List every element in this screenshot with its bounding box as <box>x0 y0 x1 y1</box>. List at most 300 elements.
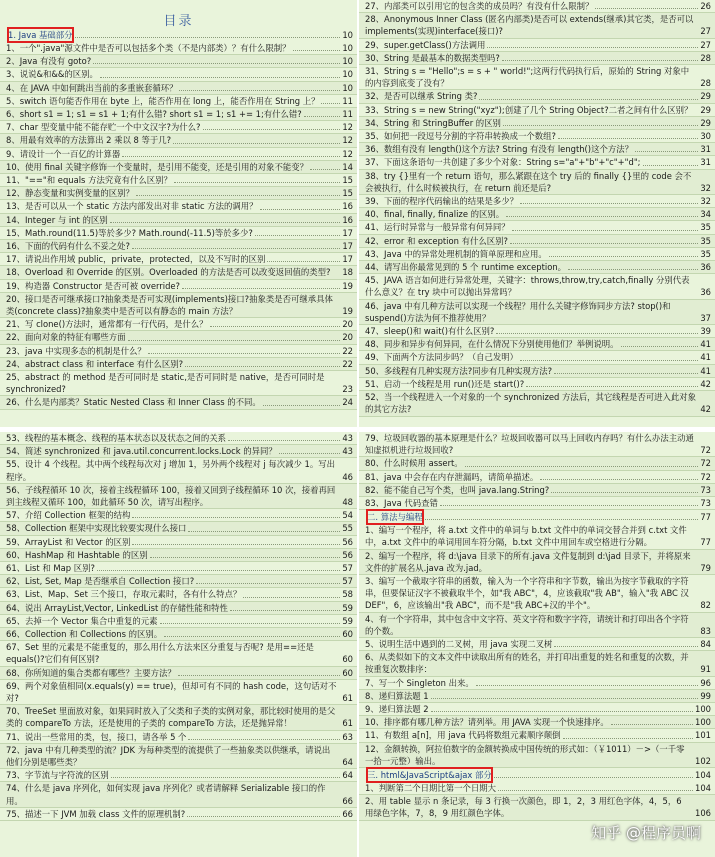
entry-title: 82、能不能自己写个类，也叫 java.lang.String? <box>365 484 550 495</box>
leader-dots <box>128 340 341 341</box>
leader-dots <box>100 77 340 78</box>
toc-entry[interactable] <box>0 214 357 227</box>
page-number: 61 <box>342 718 353 729</box>
toc-entry[interactable] <box>0 667 357 680</box>
toc-entry[interactable] <box>359 221 715 234</box>
toc-entry[interactable] <box>359 39 715 52</box>
toc-entry[interactable] <box>359 471 715 484</box>
entry-title: 52、当一个线程进入一个对象的一个 synchronized 方法后，其它线程是否可进入此对象的其它方法? <box>365 392 697 415</box>
toc-entry[interactable] <box>0 371 357 396</box>
entry-title: 2、用 table 显示 n 条记录，每 3 行换一次颜色，即 1，2，3 用红色字体，4，5，6 用绿色字体，7，8，9 用红颜色字体。 <box>365 796 682 819</box>
toc-entry[interactable] <box>0 615 357 628</box>
entry-title: 69、两个对象值相同(x.equals(y) == true)，但却可有不同的 hash code，这句话对不对? <box>6 680 337 704</box>
page-number: 32 <box>700 182 711 193</box>
entry-title: 48、同步和异步有何异同，在什么情况下分别使用他们？举例说明。 <box>365 339 619 350</box>
leader-dots <box>97 570 340 571</box>
leader-dots <box>431 711 693 712</box>
toc-entry[interactable] <box>0 148 357 161</box>
page-number: 77 <box>700 512 711 523</box>
entry-title: 47、sleep()和 wait()有什么区别? <box>365 326 495 337</box>
leader-dots <box>210 326 341 327</box>
page-number: 10 <box>342 43 353 53</box>
toc-entry[interactable] <box>0 280 357 293</box>
entry-title: 18、Overload 和 Override 的区别。Overloaded 的方法是否可以改变返回值的类型? <box>6 267 331 278</box>
page-number: 12 <box>342 135 353 146</box>
toc-entry[interactable] <box>359 117 715 130</box>
page-number: 32 <box>700 196 711 207</box>
page-number: 26 <box>700 1 711 11</box>
entry-title: 83、Java 代码查错 <box>365 498 438 509</box>
leader-dots <box>549 256 699 257</box>
entry-title: 5、说明生活中遇到的二叉树，用 java 实现二叉树 <box>365 639 553 650</box>
toc-entry[interactable] <box>0 602 357 615</box>
toc-entry[interactable] <box>0 174 357 187</box>
entry-title: 17、请说出作用域 public，private，protected，以及不写时的区别 <box>6 254 266 265</box>
entry-title: 2、编写一个程序，将 d:\java 目录下的所有.java 文件复制到 d:\jad 目录下，并将原来文件的扩展名从.java 改为.jad。 <box>365 550 691 573</box>
entry-title: 68、你所知道的集合类都有哪些？主要方法？ <box>6 667 176 678</box>
page-number: 72 <box>700 458 711 469</box>
section-algorithms[interactable] <box>359 510 715 524</box>
leader-dots <box>512 230 699 231</box>
page-number: 83 <box>700 625 711 636</box>
entry-title: 44、请写出你最常见到的 5 个 runtime exception。 <box>365 262 567 273</box>
page-number: 72 <box>700 445 711 456</box>
page-number: 99 <box>700 690 711 701</box>
toc-entry[interactable] <box>359 457 715 470</box>
entry-title: 24、abstract class 和 interface 有什么区别? <box>6 358 184 369</box>
leader-dots <box>111 777 341 778</box>
page-number: 29 <box>700 91 711 102</box>
entry-title: 7、char 型变量中能不能存贮一个中文汉字?为什么? <box>6 122 201 133</box>
toc-entry[interactable] <box>0 68 357 81</box>
page-number: 35 <box>700 222 711 233</box>
toc-entry[interactable] <box>0 253 357 266</box>
toc-entry[interactable] <box>359 90 715 103</box>
page-number: 10 <box>342 69 353 80</box>
toc-entry[interactable] <box>359 195 715 208</box>
page-number: 17 <box>342 227 353 238</box>
page-number: 66 <box>342 808 353 819</box>
leader-dots <box>558 138 698 139</box>
page-number: 16 <box>342 214 353 225</box>
leader-dots <box>503 125 698 126</box>
entry-title: 10、排序都有哪几种方法？请列举。用 JAVA 实现一个快速排序。 <box>365 717 609 728</box>
toc-entry[interactable] <box>359 365 715 378</box>
toc-entry[interactable] <box>0 121 357 134</box>
page-number: 101 <box>695 730 711 741</box>
toc-entry[interactable] <box>0 55 357 68</box>
page-number: 17 <box>342 241 353 252</box>
page-number: 28 <box>700 78 711 89</box>
toc-entry[interactable] <box>359 690 715 703</box>
toc-entry[interactable] <box>359 432 715 457</box>
toc-entry[interactable] <box>0 200 357 213</box>
leader-dots <box>279 453 341 454</box>
leader-dots <box>132 248 340 249</box>
entry-title: 71、说出一些常用的类，包，接口，请各举 5 个 <box>6 731 187 742</box>
section-java-basics[interactable] <box>0 28 357 42</box>
toc-entry[interactable] <box>0 266 357 279</box>
page-number: 19 <box>342 280 353 291</box>
toc-entry[interactable] <box>0 134 357 147</box>
entry-title: 36、数组有没有 length()这个方法? String 有没有 length()这个方法？ <box>365 144 633 155</box>
entry-title: 19、构造器 Constructor 是否可被 override? <box>6 280 180 291</box>
toc-entry[interactable] <box>0 705 357 730</box>
leader-dots <box>643 165 699 166</box>
toc-entry[interactable] <box>359 550 715 575</box>
leader-dots <box>187 816 340 817</box>
leader-dots <box>75 28 341 38</box>
leader-dots <box>551 492 698 493</box>
entry-title: 60、HashMap 和 Hashtable 的区别 <box>6 549 148 560</box>
entry-title: 61、List 和 Map 区别? <box>6 563 95 574</box>
entry-title: 65、去掉一个 Vector 集合中重复的元素 <box>6 615 158 626</box>
entry-title: 49、下面两个方法同步吗？（自己发明） <box>365 352 519 363</box>
entry-title: 20、接口是否可继承接口?抽象类是否可实现(implements)接口?抽象类是否可继承具体类(concrete class)?抽象类中是否可以有静态的 main 方法？ <box>6 293 333 317</box>
page-number: 41 <box>700 339 711 350</box>
leader-dots <box>526 386 698 387</box>
page-number: 10 <box>342 30 353 40</box>
entry-title: 73、字节流与字符流的区别 <box>6 770 109 781</box>
toc-entry[interactable] <box>0 522 357 535</box>
entry-title: 7、写一个 Singleton 出来。 <box>365 677 474 688</box>
toc-entry[interactable] <box>359 743 715 768</box>
entry-title: 43、Java 中的异常处理机制的简单原理和应用。 <box>365 248 547 259</box>
entry-title: 58、Collection 框架中实现比较要实现什么接口 <box>6 523 187 534</box>
toc-entry[interactable] <box>0 318 357 331</box>
toc-entry[interactable] <box>359 638 715 651</box>
toc-entry[interactable] <box>359 261 715 274</box>
toc-entry[interactable] <box>359 378 715 391</box>
toc-entry[interactable] <box>0 769 357 782</box>
toc-entry[interactable] <box>359 651 715 676</box>
toc-entry[interactable] <box>0 42 357 55</box>
entry-title: 31、String s = "Hello";s = s + " world!";这两行代码执行后，原始的 String 对象中的内容到底变了没有？ <box>365 66 690 89</box>
leader-dots <box>263 405 341 406</box>
page-number: 43 <box>342 433 353 443</box>
toc-entry[interactable] <box>359 524 715 549</box>
toc-entry[interactable] <box>0 331 357 344</box>
leader-dots <box>635 151 698 152</box>
toc-entry[interactable] <box>0 227 357 240</box>
toc-page-3 <box>0 432 357 857</box>
toc-entry[interactable] <box>0 345 357 358</box>
page-number: 59 <box>342 615 353 626</box>
entry-title: 3、编写一个截取字符串的函数，输入为一个字符串和字节数，输出为按字节截取的字符串，但要保证汉字不被截取半个，如"我 ABC"，4，应该截取"我 AB"，输入"我 ABC 汉 DEF"，6，应该输出"我 ABC"，而不是"我 ABC+汉的半个"。 <box>365 576 689 611</box>
toc-entry[interactable] <box>359 613 715 638</box>
toc-entry[interactable] <box>359 143 715 156</box>
leader-dots <box>321 103 340 104</box>
leader-dots <box>267 261 340 262</box>
entry-title: 42、error 和 exception 有什么区别? <box>365 235 508 246</box>
leader-dots <box>185 366 340 367</box>
toc-title: 目录 <box>163 14 194 29</box>
entry-title: 30、String 是最基本的数据类型吗? <box>365 52 500 63</box>
page-number: 63 <box>342 731 353 742</box>
toc-entry[interactable] <box>359 351 715 364</box>
leader-dots <box>174 182 341 183</box>
page-number: 57 <box>342 563 353 574</box>
toc-list <box>359 782 715 821</box>
page-number: 48 <box>342 497 353 508</box>
toc-entry[interactable] <box>0 432 357 445</box>
toc-list <box>359 524 715 768</box>
toc-entry[interactable] <box>359 130 715 143</box>
toc-entry[interactable] <box>0 458 357 483</box>
page-number: 42 <box>700 404 711 415</box>
leader-dots <box>310 169 340 170</box>
toc-entry[interactable] <box>359 300 715 325</box>
toc-entry[interactable] <box>359 716 715 729</box>
leader-dots <box>304 116 341 117</box>
page-number: 12 <box>342 148 353 159</box>
toc-entry[interactable] <box>0 240 357 253</box>
leader-dots <box>173 143 340 144</box>
entry-title: 16、下面的代码有什么不妥之处? <box>6 241 130 252</box>
toc-entry[interactable] <box>0 744 357 769</box>
entry-title: 10、使用 final 关键字修饰一个变量时，是引用不能变，还是引用的对象不能变？ <box>6 161 309 172</box>
page-number: 41 <box>700 365 711 376</box>
leader-dots <box>479 99 698 100</box>
page-number: 19 <box>342 306 353 317</box>
toc-entry[interactable] <box>0 293 357 318</box>
toc-entry[interactable] <box>0 575 357 588</box>
entry-title: 4、在 JAVA 中如何跳出当前的多重嵌套循环？ <box>6 82 178 93</box>
toc-entry[interactable] <box>359 0 715 13</box>
page-number: 59 <box>342 602 353 613</box>
toc-entry[interactable] <box>359 248 715 261</box>
entry-title: 63、List、Map、Set 三个接口，存取元素时，各有什么特点？ <box>6 589 242 600</box>
entry-title: 22、面向对象的特征有哪些方面 <box>6 332 126 343</box>
toc-entry[interactable] <box>0 731 357 744</box>
leader-dots <box>148 353 341 354</box>
page-number: 22 <box>342 345 353 356</box>
toc-entry[interactable] <box>359 484 715 497</box>
section-html-js-ajax[interactable] <box>359 768 715 782</box>
page-number: 104 <box>695 770 711 781</box>
leader-dots <box>178 675 341 676</box>
entry-title: 13、是否可以从一个 static 方法内部发出对非 static 方法的调用？ <box>6 201 258 212</box>
leader-dots <box>506 216 698 217</box>
toc-entry[interactable] <box>0 549 357 562</box>
toc-entry[interactable] <box>0 161 357 174</box>
leader-dots <box>132 544 340 545</box>
toc-entry[interactable] <box>0 187 357 200</box>
toc-entry[interactable] <box>0 509 357 522</box>
toc-entry[interactable] <box>359 497 715 510</box>
page-number: 41 <box>700 352 711 363</box>
entry-title: 51、启动一个线程是用 run()还是 start()? <box>365 378 525 389</box>
entry-title: 9、请设计一个一百亿的计算器 <box>6 148 121 159</box>
toc-entry[interactable] <box>0 628 357 641</box>
leader-dots <box>122 156 340 157</box>
page-number: 18 <box>342 267 353 278</box>
toc-entry[interactable] <box>0 445 357 458</box>
page-number: 60 <box>342 667 353 678</box>
entry-title: 79、垃圾回收器的基本原理是什么？垃圾回收器可以马上回收内存吗？有什么办法主动通知虚拟机进行垃圾回收? <box>365 433 694 456</box>
page-number: 28 <box>700 52 711 63</box>
entry-title: 55、设计 4 个线程。其中两个线程每次对 j 增加 1，另外两个线程对 j 每次减少 1。写出程序。 <box>6 459 335 482</box>
watermark: 知乎 @程序员啊 <box>591 824 701 842</box>
leader-dots <box>494 768 693 778</box>
toc-entry[interactable] <box>0 808 357 821</box>
entry-title: 15、Math.round(11.5)等於多少? Math.round(-11.5)等於多少? <box>6 227 253 238</box>
leader-dots <box>476 685 699 686</box>
leader-dots <box>188 531 340 532</box>
entry-title: 35、如何把一段逗号分割的字符串转换成一个数组? <box>365 131 556 142</box>
entry-title: 46、java 中有几种方法可以实现一个线程？用什么关键字修饰同步方法? stop()和 suspend()方法为何不推荐使用？ <box>365 300 671 323</box>
toc-entry[interactable] <box>0 95 357 108</box>
toc-entry[interactable] <box>359 65 715 90</box>
leader-dots <box>510 243 698 244</box>
entry-title: 40、final, finally, finalize 的区别。 <box>365 209 505 220</box>
toc-entry[interactable] <box>0 641 357 666</box>
leader-dots <box>179 90 340 91</box>
toc-entry[interactable] <box>0 396 357 409</box>
toc-page-2 <box>359 0 715 427</box>
leader-dots <box>196 583 340 584</box>
toc-entry[interactable] <box>359 235 715 248</box>
entry-title: 21、写 clone()方法时，通常都有一行代码，是什么？ <box>6 319 208 330</box>
leader-dots <box>520 360 698 361</box>
section-label: 二. 算法与编程 <box>367 512 423 523</box>
page-number: 55 <box>342 523 353 534</box>
page-number: 56 <box>342 549 353 560</box>
page-number: 79 <box>700 562 711 573</box>
page-number: 27 <box>700 26 711 37</box>
toc-entry[interactable] <box>359 274 715 299</box>
leader-dots <box>255 235 341 236</box>
page-number: 46 <box>342 471 353 482</box>
leader-dots <box>136 195 340 196</box>
leader-dots <box>260 209 341 210</box>
page-number: 37 <box>700 312 711 323</box>
entry-title: 2、Java 有没有 goto? <box>6 56 92 67</box>
leader-dots <box>93 63 340 64</box>
entry-title: 29、super.getClass()方法调用 <box>365 39 486 50</box>
page-number: 91 <box>700 664 711 675</box>
toc-entry[interactable] <box>0 536 357 549</box>
toc-entry[interactable] <box>359 575 715 613</box>
leader-dots <box>568 269 698 270</box>
entry-title: 32、是否可以继承 String 类? <box>365 91 478 102</box>
page-number: 11 <box>342 95 353 106</box>
page-number: 17 <box>342 254 353 265</box>
page-number: 64 <box>342 757 353 768</box>
toc-entry[interactable] <box>0 108 357 121</box>
toc-entry[interactable] <box>0 358 357 371</box>
page-number: 16 <box>342 201 353 212</box>
page-number: 56 <box>342 536 353 547</box>
toc-entry[interactable] <box>359 13 715 38</box>
page-number: 35 <box>700 248 711 259</box>
leader-dots <box>182 288 340 289</box>
page-number: 42 <box>700 378 711 389</box>
toc-entry[interactable] <box>359 795 715 820</box>
leader-dots <box>188 739 340 740</box>
entry-title: 74、什么是 java 序列化，如何实现 java 序列化？或者请解释 Serializable 接口的作用。 <box>6 783 326 806</box>
entry-title: 57、介绍 Collection 框架的结构 <box>6 510 131 521</box>
entry-title: 5、switch 语句能否作用在 byte 上，能否作用在 long 上，能否作用在 String 上？ <box>6 95 320 106</box>
page-number: 82 <box>700 600 711 611</box>
entry-title: 75、描述一下 JVM 加载 class 文件的原理机制? <box>6 808 186 819</box>
entry-title: 53、线程的基本概念、线程的基本状态以及状态之间的关系 <box>6 433 227 443</box>
entry-title: 1、一个".java"源文件中是否可以包括多个类（不是内部类）？有什么限制？ <box>6 43 291 53</box>
toc-entry[interactable] <box>359 170 715 195</box>
toc-entry[interactable] <box>359 104 715 117</box>
page-number: 57 <box>342 576 353 587</box>
section-label: 三. html&JavaScript&ajax 部分 <box>367 770 492 781</box>
page-number: 20 <box>342 332 353 343</box>
toc-entry[interactable] <box>359 677 715 690</box>
page-number: 24 <box>342 397 353 408</box>
entry-title: 62、List, Set, Map 是否继承自 Collection 接口? <box>6 576 195 587</box>
leader-dots <box>164 636 340 637</box>
entry-title: 45、JAVA 语言如何进行异常处理，关键字：throws,throw,try,catch,finally 分别代表什么意义？在 try 块中可以抛出异常吗？ <box>365 275 690 298</box>
toc-entry[interactable] <box>359 338 715 351</box>
page-number: 31 <box>700 144 711 155</box>
page-number: 60 <box>342 629 353 640</box>
toc-entry[interactable] <box>359 156 715 169</box>
page-number: 73 <box>700 484 711 495</box>
toc-entry[interactable] <box>359 52 715 65</box>
toc-entry[interactable] <box>359 703 715 716</box>
leader-dots <box>554 646 698 647</box>
entry-title: 72、java 中有几种类型的流？JDK 为每种类型的流提供了一些抽象类以供继承，请说出他们分别是哪些类？ <box>6 744 331 768</box>
page-number: 84 <box>700 639 711 650</box>
page-number: 15 <box>342 188 353 199</box>
entry-title: 70、TreeSet 里面放对象，如果同时放入了父类和子类的实例对象，那比较时使用的是父类的 compareTo 方法，还是使用的子类的 compareTo 方法，还是抛异常！ <box>6 706 336 729</box>
section-label: 1. Java 基础部分 <box>8 30 73 40</box>
toc-entry[interactable] <box>0 680 357 705</box>
page-number: 106 <box>695 808 711 819</box>
entry-title: 12、金额转换，阿拉伯数字的金额转换成中国传统的形式如：（￥1011）－>（一千零一拾一元整）输出。 <box>365 743 685 766</box>
page-number: 39 <box>700 326 711 337</box>
leader-dots <box>228 440 340 441</box>
leader-dots <box>554 373 698 374</box>
toc-entry[interactable] <box>0 484 357 509</box>
entry-title: 59、ArrayList 和 Vector 的区别 <box>6 536 131 547</box>
toc-entry[interactable] <box>359 208 715 221</box>
page-number: 27 <box>700 39 711 50</box>
toc-entry[interactable] <box>0 588 357 601</box>
toc-entry[interactable] <box>359 325 715 338</box>
entry-title: 3、说说&和&&的区别。 <box>6 69 98 80</box>
page-number: 36 <box>700 262 711 273</box>
toc-list <box>359 0 715 417</box>
page-number: 66 <box>342 795 353 806</box>
entry-title: 27、内部类可以引用它的包含类的成员吗？有没有什么限制？ <box>365 1 594 11</box>
entry-title: 11、有数组 a[n]，用 java 代码将数组元素顺序颠倒 <box>365 730 561 741</box>
toc-entry[interactable] <box>0 82 357 95</box>
toc-entry[interactable] <box>0 562 357 575</box>
toc-entry[interactable] <box>0 782 357 807</box>
toc-entry[interactable] <box>359 782 715 795</box>
toc-entry[interactable] <box>359 729 715 742</box>
toc-entry[interactable] <box>359 391 715 416</box>
leader-dots <box>203 129 341 130</box>
entry-title: 50、多线程有几种实现方法?同步有几种实现方法? <box>365 365 553 376</box>
leader-dots <box>540 479 698 480</box>
page-number: 36 <box>700 287 711 298</box>
page-number: 30 <box>700 131 711 142</box>
entry-title: 25、abstract 的 method 是否可同时是 static,是否可同时是 native，是否可同时是 synchronized? <box>6 372 325 395</box>
entry-title: 66、Collection 和 Collections 的区别。 <box>6 629 163 640</box>
page-number: 11 <box>342 109 353 120</box>
entry-title: 81、java 中会存在内存泄漏吗，请简单描述。 <box>365 471 539 482</box>
page-number: 20 <box>342 319 353 330</box>
page-number: 102 <box>695 755 711 766</box>
